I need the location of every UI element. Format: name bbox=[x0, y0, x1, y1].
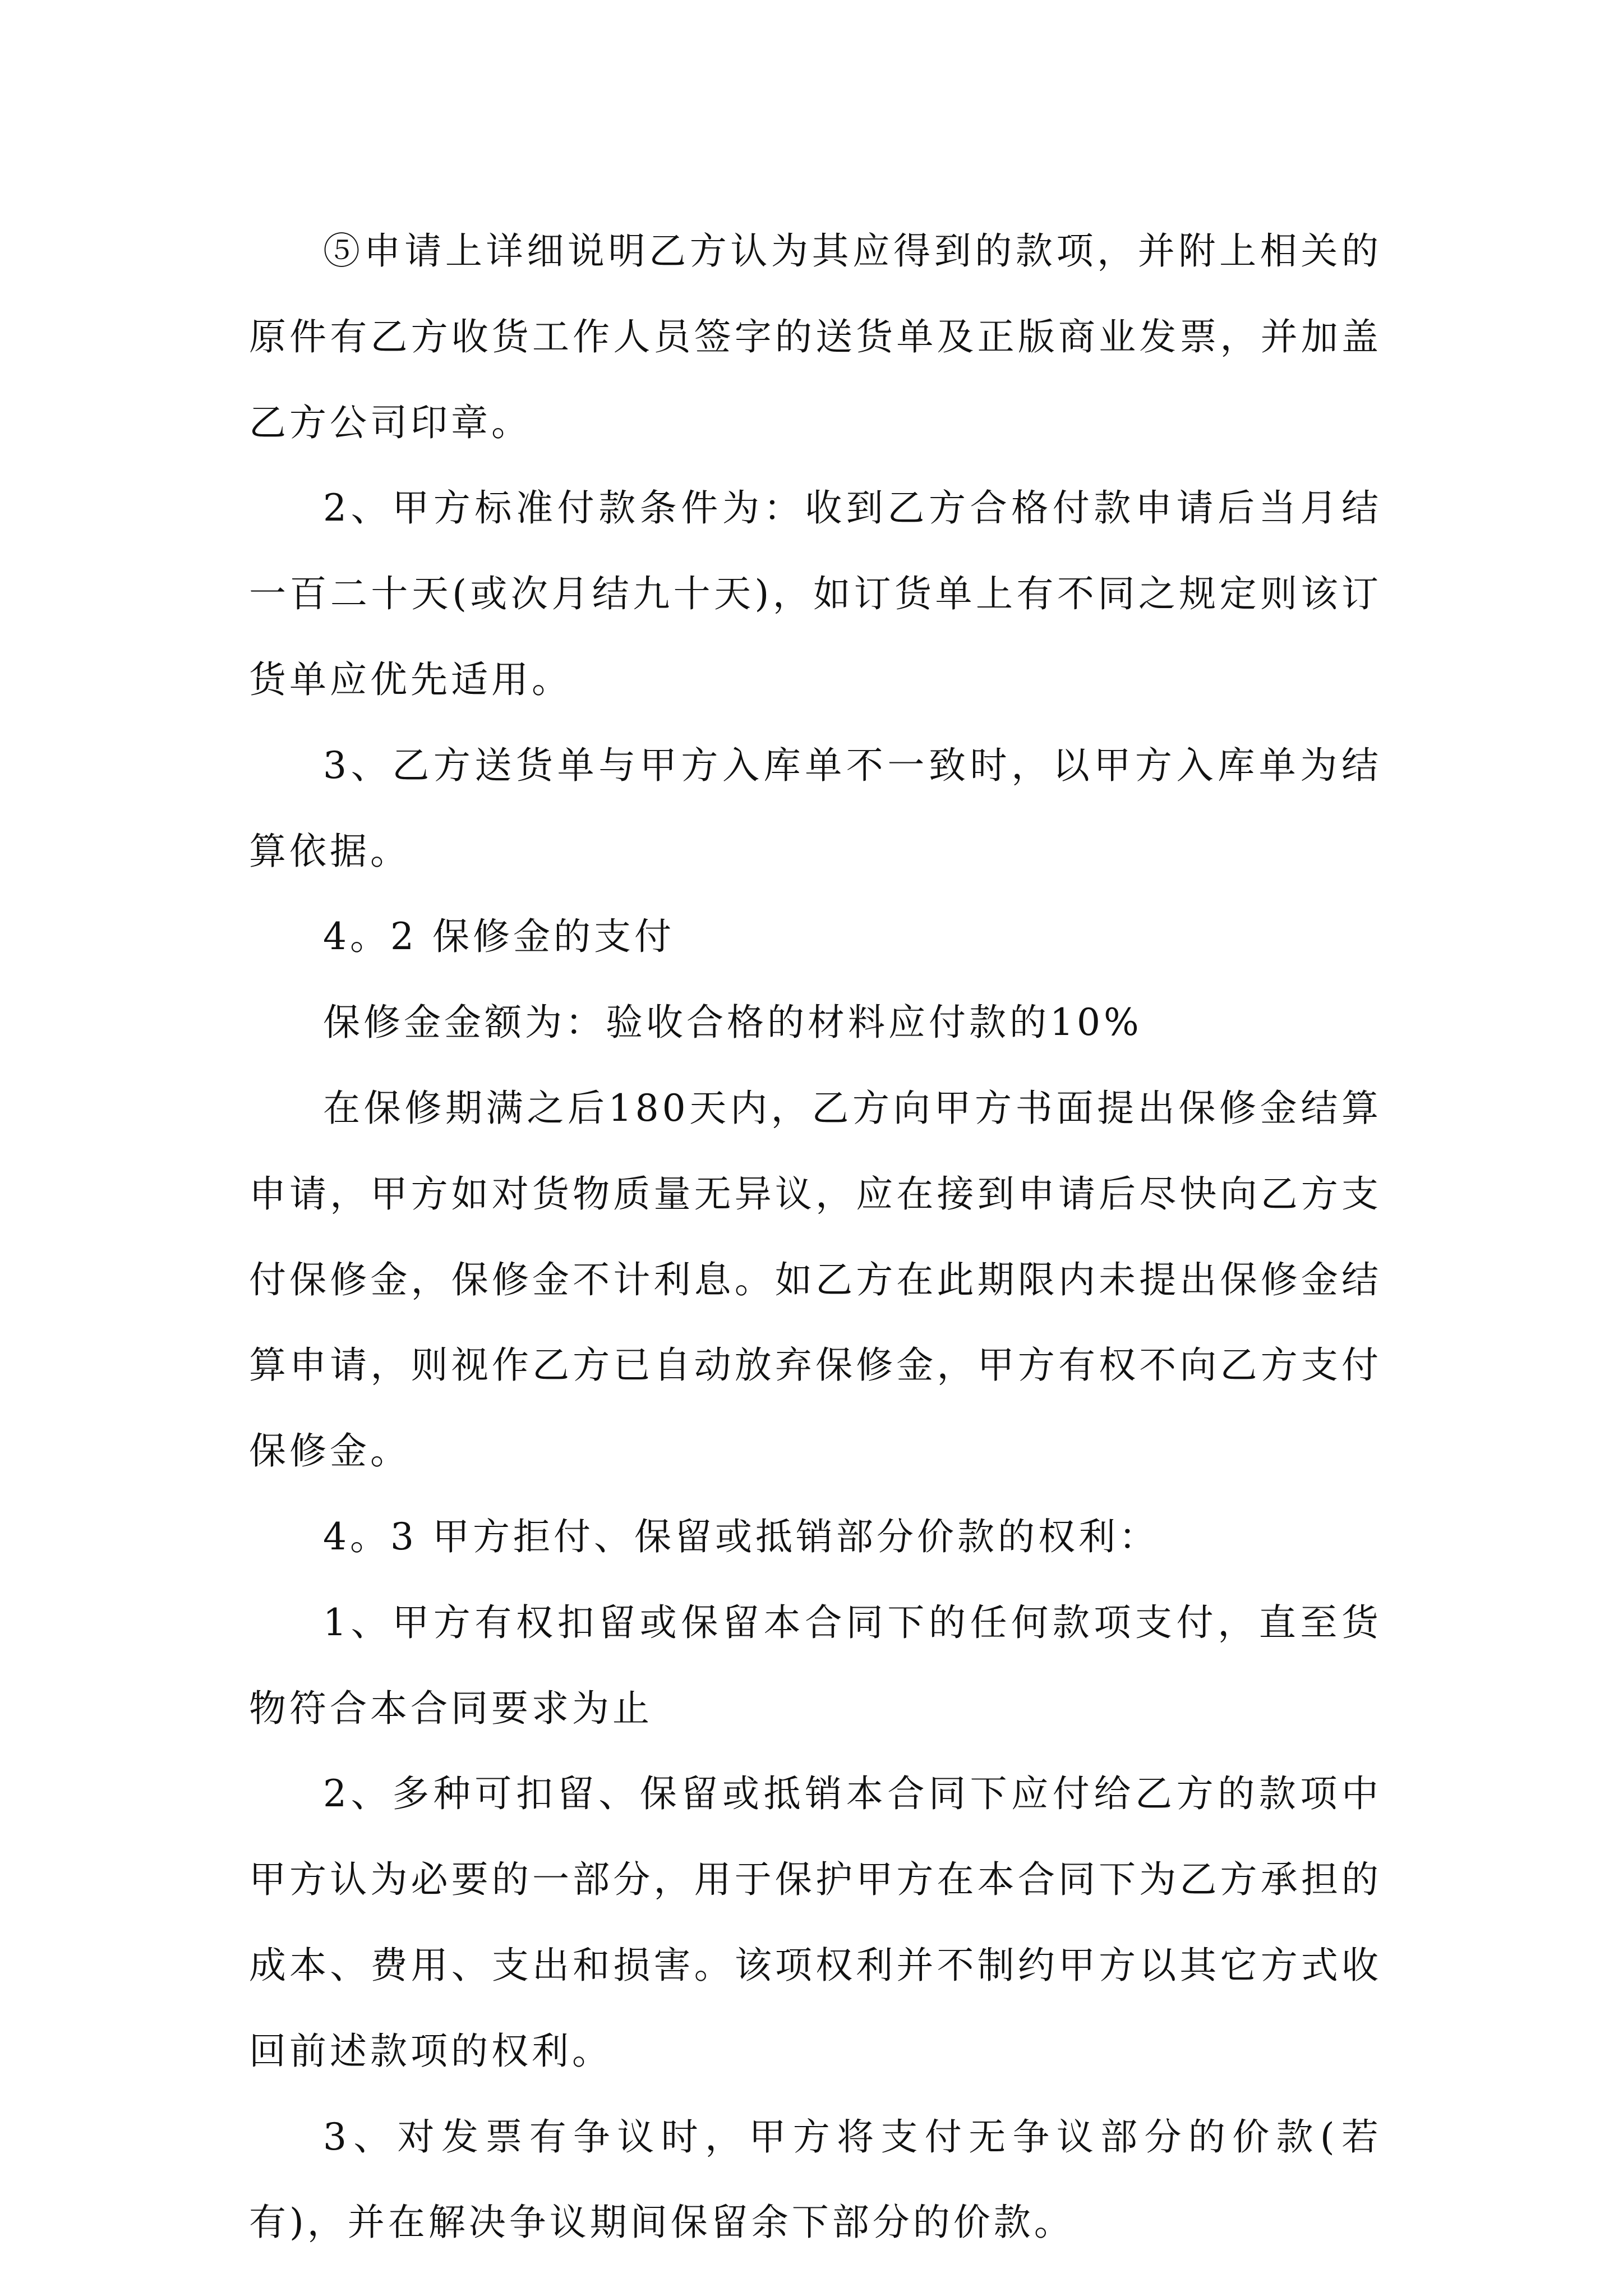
paragraph-1: ⑤申请上详细说明乙方认为其应得到的款项，并附上相关的原件有乙方收货工作人员签字的送货单及正版商业发票，并加盖乙方公司印章。 bbox=[249, 229, 1382, 444]
section-heading-4-2: 4。2 保修金的支付 bbox=[323, 915, 675, 959]
paragraph-2: 2、甲方标准付款条件为：收到乙方合格付款申请后当月结一百二十天(或次月结九十天)，如订货单上有不同之规定则该订货单应优先适用。 bbox=[249, 486, 1382, 701]
section-heading-4-3: 4。3 甲方拒付、保留或抵销部分价款的权利： bbox=[323, 1515, 1159, 1558]
paragraph-10: 3、对发票有争议时，甲方将支付无争议部分的价款(若有)，并在解决争议期间保留余下部分的价款。 bbox=[249, 2115, 1382, 2244]
paragraph-5: 保修金金额为：验收合格的材料应付款的10% bbox=[323, 1001, 1142, 1045]
document-body bbox=[249, 209, 1382, 2266]
paragraph-8: 1、甲方有权扣留或保留本合同下的任何款项支付，直至货物符合本合同要求为止 bbox=[249, 1600, 1382, 1730]
paragraph-6: 在保修期满之后180天内，乙方向甲方书面提出保修金结算申请，甲方如对货物质量无异议，应在接到申请后尽快向乙方支付保修金，保修金不计利息。如乙方在此期限内未提出保修金结算申请，则视作乙方已自动放弃保修金，甲方有权不向乙方支付保修金。 bbox=[249, 1086, 1382, 1473]
paragraph-9: 2、多种可扣留、保留或抵销本合同下应付给乙方的款项中甲方认为必要的一部分，用于保护甲方在本合同下为乙方承担的成本、费用、支出和损害。该项权利并不制约甲方以其它方式收回前述款项的权利。 bbox=[249, 1772, 1382, 2073]
paragraph-3: 3、乙方送货单与甲方入库单不一致时，以甲方入库单为结算依据。 bbox=[249, 743, 1382, 873]
